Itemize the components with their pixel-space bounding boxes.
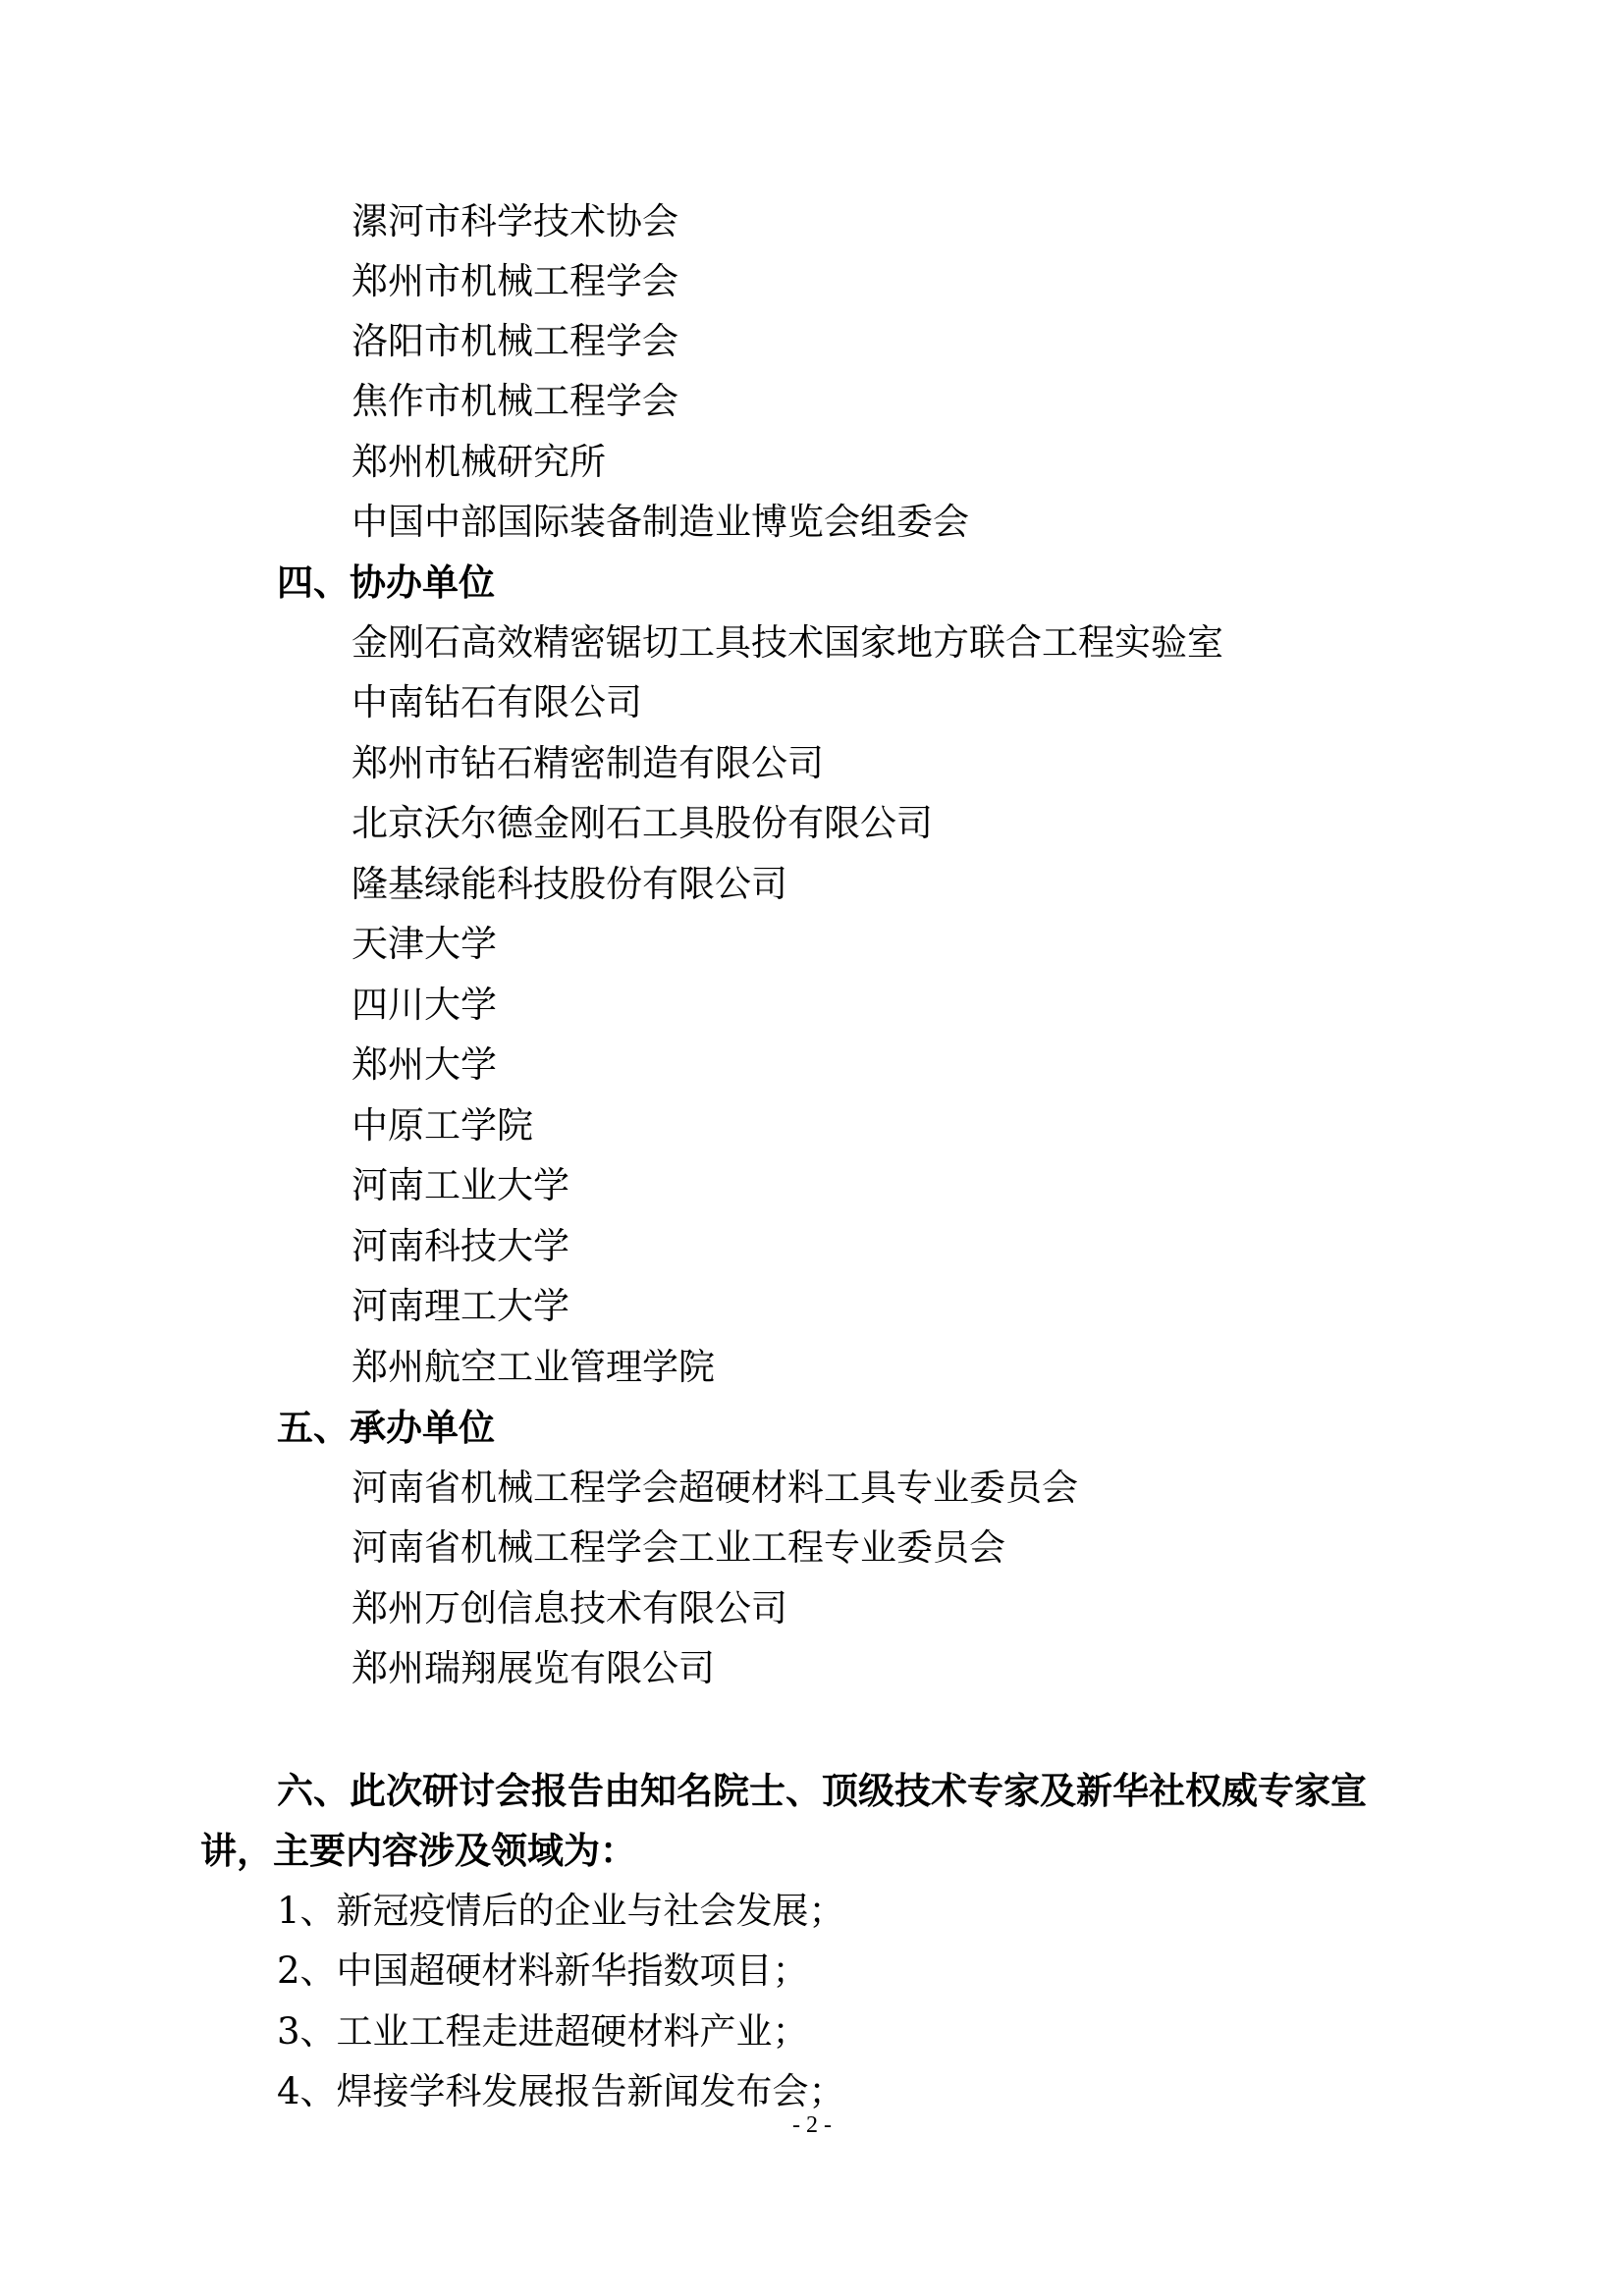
section-heading-co-organizers: 四、协办单位 — [277, 561, 495, 604]
organizer-item: 漯河市科学技术协会 — [352, 200, 678, 242]
co-organizer-item: 天津大学 — [352, 923, 497, 965]
co-organizer-item: 郑州大学 — [352, 1043, 497, 1086]
topic-item: 4、焊接学科发展报告新闻发布会； — [277, 2070, 845, 2112]
co-organizer-item: 隆基绿能科技股份有限公司 — [352, 863, 787, 905]
organizer-item: 焦作市机械工程学会 — [352, 380, 678, 422]
host-item: 郑州瑞翔展览有限公司 — [352, 1647, 715, 1689]
co-organizer-item: 中南钻石有限公司 — [352, 681, 642, 723]
organizer-item: 洛阳市机械工程学会 — [352, 320, 678, 362]
co-organizer-item: 河南工业大学 — [352, 1164, 569, 1206]
co-organizer-item: 河南理工大学 — [352, 1285, 569, 1327]
section-heading-hosts: 五、承办单位 — [277, 1406, 495, 1449]
co-organizer-item: 金刚石高效精密锯切工具技术国家地方联合工程实验室 — [352, 621, 1223, 664]
host-item: 河南省机械工程学会超硬材料工具专业委员会 — [352, 1467, 1078, 1509]
organizer-item: 郑州市机械工程学会 — [352, 260, 678, 302]
co-organizer-item: 河南科技大学 — [352, 1225, 569, 1267]
topics-intro-line-2: 讲，主要内容涉及领域为： — [200, 1829, 636, 1872]
co-organizer-item: 北京沃尔德金刚石工具股份有限公司 — [352, 802, 933, 844]
host-item: 河南省机械工程学会工业工程专业委员会 — [352, 1526, 1005, 1569]
host-item: 郑州万创信息技术有限公司 — [352, 1587, 787, 1629]
page-number: - 2 - — [792, 2112, 832, 2138]
topic-item: 2、中国超硬材料新华指数项目； — [277, 1949, 809, 1992]
co-organizer-item: 中原工学院 — [352, 1104, 533, 1147]
topic-item: 3、工业工程走进超硬材料产业； — [277, 2010, 809, 2053]
co-organizer-item: 郑州航空工业管理学院 — [352, 1346, 715, 1388]
topic-item: 1、新冠疫情后的企业与社会发展； — [277, 1890, 845, 1932]
co-organizer-item: 四川大学 — [352, 984, 497, 1026]
organizer-item: 郑州机械研究所 — [352, 441, 606, 483]
topics-intro-line-1: 六、此次研讨会报告由知名院士、顶级技术专家及新华社权威专家宣 — [277, 1769, 1367, 1812]
organizer-item: 中国中部国际装备制造业博览会组委会 — [352, 501, 969, 543]
co-organizer-item: 郑州市钻石精密制造有限公司 — [352, 742, 824, 784]
